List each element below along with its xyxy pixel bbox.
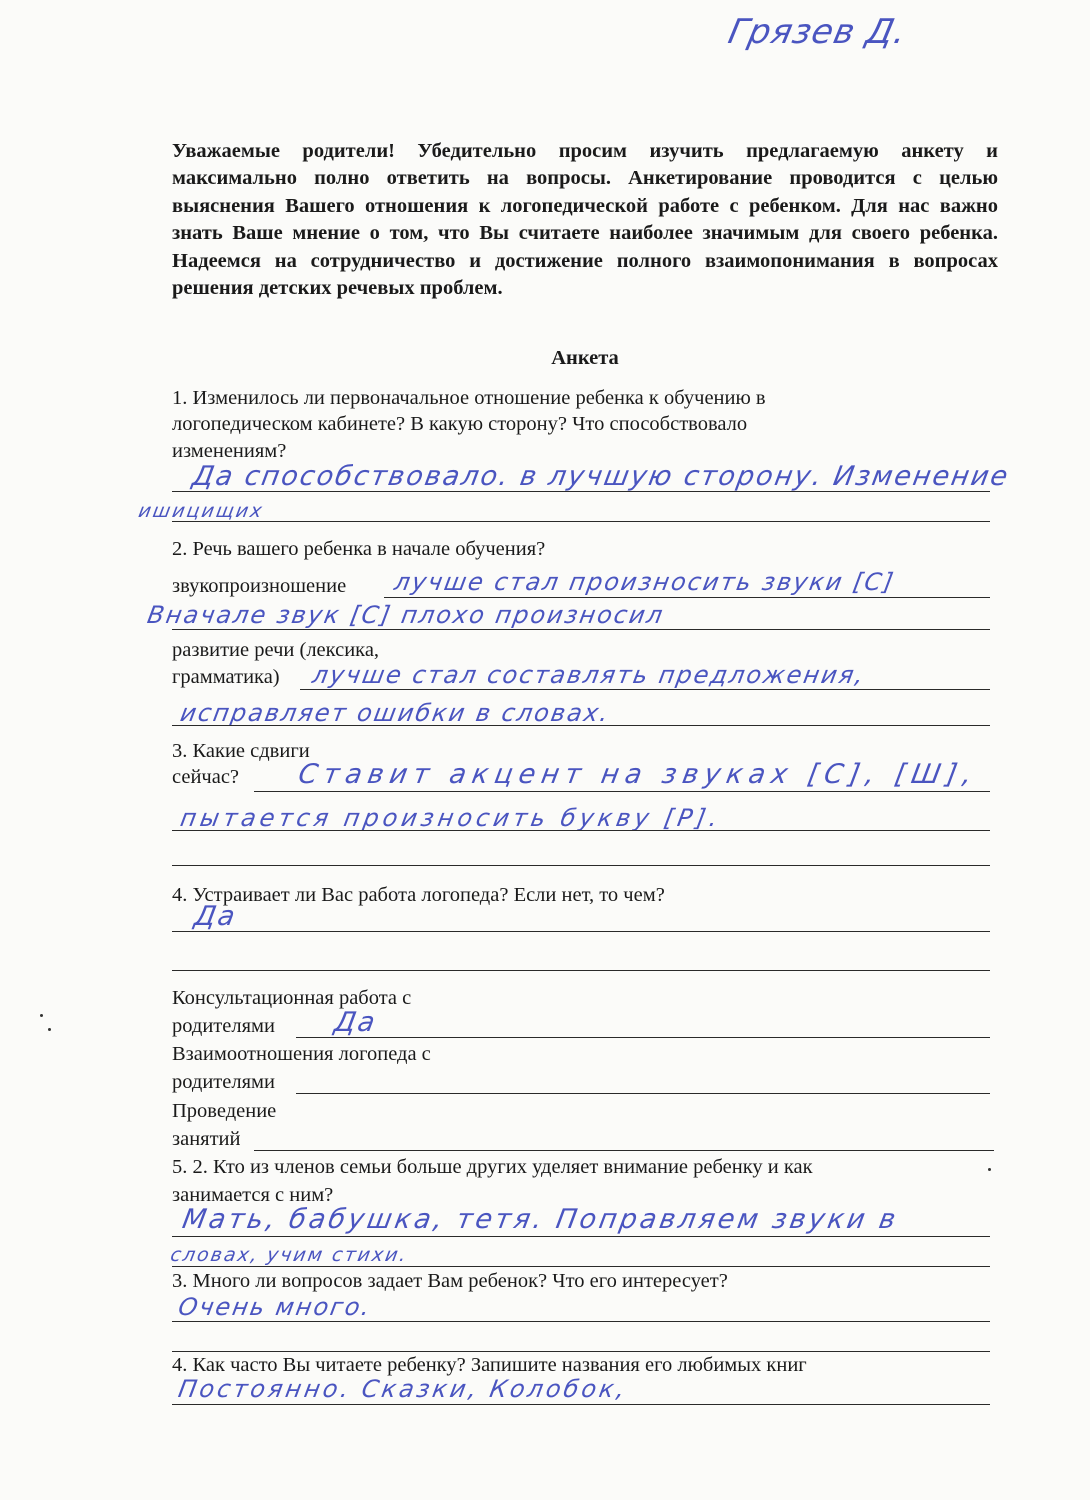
q3-answer-line2: пытается произносить букву [Р]. bbox=[178, 804, 724, 832]
consult-underline bbox=[296, 1037, 990, 1038]
speck bbox=[40, 1014, 43, 1017]
q5-line1: 5. 2. Кто из членов семьи больше других уделяет внимание ребенку и как bbox=[172, 1156, 813, 1178]
q6-question: 3. Много ли вопросов задает Вам ребенок? Что его интересует? bbox=[172, 1270, 728, 1292]
q4-answer: Да bbox=[192, 901, 240, 932]
q3-label2: сейчас? bbox=[172, 766, 240, 788]
q6-underline1 bbox=[172, 1321, 990, 1322]
q3-underline1 bbox=[254, 791, 990, 792]
q5-underline2 bbox=[172, 1266, 990, 1267]
q2-speech-label2: грамматика) bbox=[172, 666, 280, 688]
q1-line2: логопедическом кабинете? В какую сторону? Что способствовало bbox=[172, 413, 748, 435]
q2-sound-underline1 bbox=[384, 597, 990, 598]
handwritten-signature: Грязев Д. bbox=[724, 12, 911, 52]
q5-answer-line2: словах, учим стихи. bbox=[168, 1244, 410, 1266]
relations-label1: Взаимоотношения логопеда с bbox=[172, 1043, 431, 1065]
q7-underline bbox=[172, 1404, 990, 1405]
q3-underline2 bbox=[172, 830, 990, 831]
q2-speech-answer-line2: исправляет ошибки в словах. bbox=[178, 699, 613, 727]
q4-question: 4. Устраивает ли Вас работа логопеда? Если нет, то чем? bbox=[172, 884, 665, 906]
speck bbox=[988, 1168, 991, 1171]
lessons-label1: Проведение bbox=[172, 1100, 277, 1122]
intro-paragraph: Уважаемые родители! Убедительно просим изучить предлагаемую анкету и максимально полно ответить на вопросы. Анкетирование проводится с целью выяснения Вашего отношения к логопедической работе с ребенком. Для нас важно знать Ваше мнение о том, что Вы считаете наиболее значимым для своего ребенка. Надеемся на сотрудничество и достижение полного взаимопонимания в вопросах решения детских речевых проблем. bbox=[172, 140, 998, 300]
q2-speech-underline1 bbox=[300, 689, 990, 690]
lessons-label2: занятий bbox=[172, 1128, 241, 1150]
consult-label2: родителями bbox=[172, 1015, 275, 1037]
q1-answer-underline1 bbox=[172, 491, 990, 492]
relations-underline bbox=[296, 1093, 990, 1094]
q6-answer: Очень много. bbox=[176, 1293, 374, 1321]
q2-question: 2. Речь вашего ребенка в начале обучения? bbox=[172, 538, 546, 560]
q2-sound-underline2 bbox=[172, 629, 990, 630]
q2-speech-answer-line1: лучше стал составлять предложения, bbox=[310, 661, 868, 689]
q1-answer-line2: ишицищих bbox=[136, 500, 266, 522]
q4-underline2 bbox=[172, 970, 990, 971]
q5-underline1 bbox=[172, 1236, 990, 1237]
consult-label1: Консультационная работа с bbox=[172, 987, 412, 1009]
lessons-underline bbox=[254, 1150, 994, 1151]
consult-answer: Да bbox=[332, 1007, 380, 1038]
q1-line3: изменениям? bbox=[172, 440, 287, 462]
q4-underline1 bbox=[172, 931, 990, 932]
q2-sound-answer-line1: лучше стал произносить звуки [С] bbox=[392, 568, 898, 596]
q3-answer-line1: Ставит акцент на звуках [С], [Ш], bbox=[296, 759, 981, 790]
q2-speech-label1: развитие речи (лексика, bbox=[172, 639, 380, 661]
speck bbox=[48, 1028, 51, 1031]
q1-answer-underline2 bbox=[172, 521, 990, 522]
q5-answer-line1: Мать, бабушка, тетя. Поправляем звуки в bbox=[180, 1204, 901, 1235]
page-title: Анкета bbox=[551, 347, 619, 369]
q2-sound-answer-line2: Вначале звук [С] плохо произносил bbox=[145, 601, 667, 629]
q5-line2: занимается с ним? bbox=[172, 1184, 334, 1206]
q1-answer-line1: Да способствовало. в лучшую сторону. Изменение bbox=[190, 461, 1012, 492]
q1-line1: 1. Изменилось ли первоначальное отношение ребенка к обучению в bbox=[172, 387, 766, 409]
q2-speech-underline2 bbox=[172, 725, 990, 726]
relations-label2: родителями bbox=[172, 1071, 275, 1093]
q7-question: 4. Как часто Вы читаете ребенку? Запишите названия его любимых книг bbox=[172, 1354, 807, 1376]
q3-underline3 bbox=[172, 865, 990, 866]
q7-answer: Постоянно. Сказки, Колобок, bbox=[176, 1375, 630, 1403]
q2-sound-label: звукопроизношение bbox=[172, 575, 347, 597]
q3-label1: 3. Какие сдвиги bbox=[172, 740, 310, 762]
